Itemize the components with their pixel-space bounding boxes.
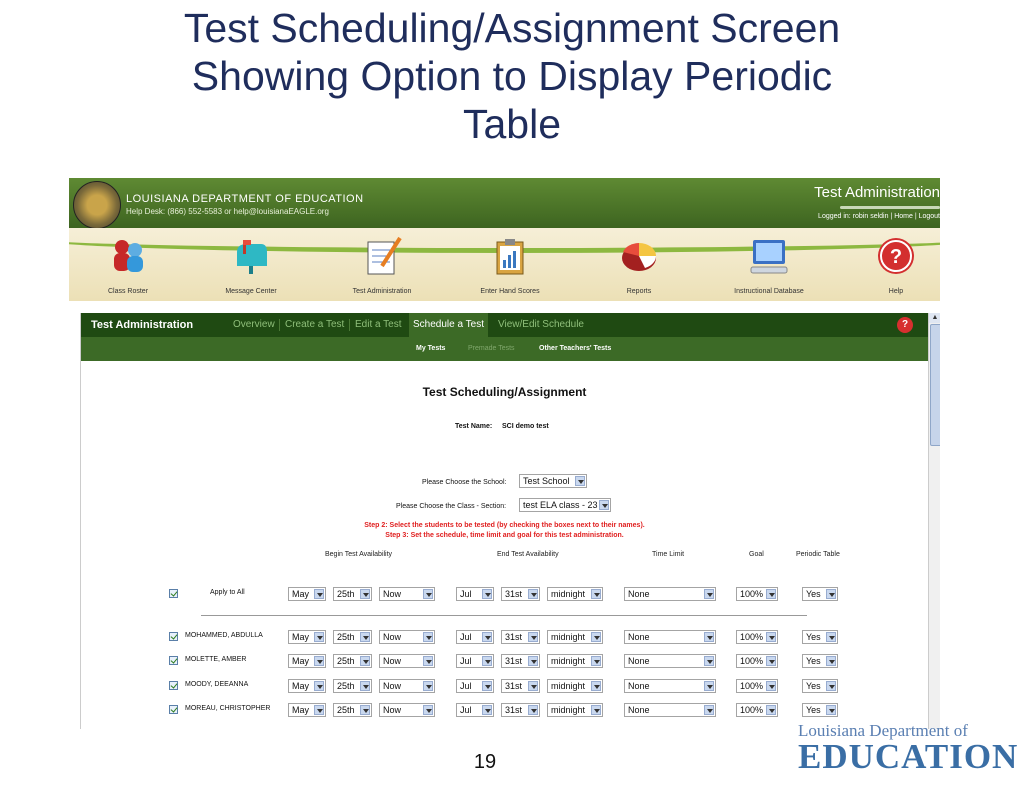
begin-time-select[interactable] [379, 654, 435, 668]
test-name-value: SCI demo test [502, 423, 549, 430]
begin-month-select-value: May [292, 681, 310, 691]
begin-month-select-value: May [292, 589, 310, 599]
begin-day-select[interactable] [333, 654, 372, 668]
tab-divider [349, 319, 350, 331]
chevron-down-icon [591, 632, 601, 642]
nav-test-administration[interactable] [327, 236, 437, 295]
school-select[interactable] [519, 474, 587, 488]
subtab-my-tests[interactable]: My Tests [416, 345, 446, 352]
col-goal: Goal [749, 551, 764, 558]
end-month-select-value: Jul [460, 681, 472, 691]
nav-instructional-database[interactable] [714, 236, 824, 295]
begin-time-select-value: Now [383, 681, 402, 691]
chevron-down-icon [360, 632, 370, 642]
begin-day-select[interactable] [333, 703, 372, 717]
end-time-select[interactable] [547, 587, 603, 601]
scroll-thumb[interactable] [930, 324, 940, 446]
begin-month-select[interactable] [288, 679, 326, 693]
nav-enter-hand-scores[interactable] [455, 236, 565, 295]
chevron-down-icon [766, 681, 776, 691]
time-limit-select[interactable] [624, 630, 716, 644]
student-name: MOODY, DEEANNA [185, 681, 249, 688]
tab-schedule-a-test[interactable]: Schedule a Test [409, 313, 488, 337]
tab-overview[interactable]: Overview [233, 319, 275, 330]
chevron-down-icon [591, 589, 601, 599]
begin-month-select-value: May [292, 705, 310, 715]
state-seal-icon [73, 181, 121, 229]
tab-edit-a-test[interactable]: Edit a Test [355, 319, 402, 330]
end-month-select[interactable] [456, 587, 494, 601]
chevron-down-icon [704, 632, 714, 642]
tab-view-edit-schedule[interactable]: View/Edit Schedule [498, 319, 584, 330]
begin-time-select[interactable] [379, 679, 435, 693]
end-month-select-value: Jul [460, 656, 472, 666]
scroll-up-arrow-icon[interactable]: ▲ [929, 313, 940, 323]
time-limit-select[interactable] [624, 679, 716, 693]
svg-text:?: ? [889, 246, 903, 268]
periodic-table-select-value: Yes [806, 589, 821, 599]
subtab-bar [81, 337, 928, 361]
col-begin-availability: Begin Test Availability [325, 551, 393, 558]
chevron-down-icon [826, 681, 836, 691]
student-checkbox[interactable] [169, 632, 178, 641]
help-desk-info: Help Desk: (866) 552-5583 or help@louisianaEAGLE.org [126, 207, 329, 216]
end-month-select[interactable] [456, 654, 494, 668]
time-limit-select-value: None [628, 656, 650, 666]
computer-icon [749, 236, 789, 276]
end-time-select[interactable] [547, 630, 603, 644]
slide-title [0, 4, 1024, 148]
begin-time-select-value: Now [383, 656, 402, 666]
time-limit-select-value: None [628, 705, 650, 715]
louisiana-doe-logo-line1: Louisiana Department of [798, 721, 968, 740]
chevron-down-icon [528, 656, 538, 666]
begin-time-select-value: Now [383, 705, 402, 715]
student-checkbox[interactable] [169, 656, 178, 665]
school-label: Please Choose the School: [422, 479, 507, 486]
begin-month-select-value: May [292, 632, 310, 642]
apply-to-all-label: Apply to All [210, 589, 245, 596]
student-checkbox[interactable] [169, 705, 178, 714]
chevron-down-icon [423, 681, 433, 691]
nav-help-label: Help [888, 288, 904, 295]
nav-class-roster[interactable] [73, 236, 183, 295]
chevron-down-icon [482, 681, 492, 691]
end-month-select-value: Jul [460, 632, 472, 642]
chevron-down-icon [314, 681, 324, 691]
end-month-select[interactable] [456, 679, 494, 693]
slide-title-line-2: Showing Option to Display Periodic [191, 53, 833, 99]
begin-month-select[interactable] [288, 630, 326, 644]
notepad-pencil-icon [362, 236, 402, 276]
chevron-down-icon [360, 681, 370, 691]
clipboard-chart-icon [490, 236, 530, 276]
chevron-down-icon [575, 476, 585, 486]
begin-day-select-value: 25th [337, 705, 355, 715]
end-day-select[interactable] [501, 630, 540, 644]
goal-select[interactable] [736, 630, 778, 644]
begin-time-select[interactable] [379, 630, 435, 644]
nav-message-center-label: Message Center [225, 288, 277, 295]
end-month-select[interactable] [456, 630, 494, 644]
goal-select[interactable] [736, 703, 778, 717]
mailbox-icon [231, 236, 271, 276]
begin-time-select[interactable] [379, 703, 435, 717]
begin-day-select-value: 25th [337, 632, 355, 642]
goal-select-value: 100% [740, 681, 764, 691]
chevron-down-icon [360, 705, 370, 715]
nav-help[interactable] [841, 236, 940, 295]
chevron-down-icon [314, 656, 324, 666]
chevron-down-icon [766, 656, 776, 666]
end-time-select-value: midnight [551, 632, 586, 642]
end-day-select[interactable] [501, 679, 540, 693]
end-day-select-value: 31st [505, 656, 523, 666]
chevron-down-icon [360, 589, 370, 599]
goal-select-value: 100% [740, 705, 764, 715]
end-day-select[interactable] [501, 654, 540, 668]
chevron-down-icon [528, 589, 538, 599]
test-name-label: Test Name: [455, 423, 493, 430]
time-limit-select-value: None [628, 681, 650, 691]
chevron-down-icon [423, 656, 433, 666]
end-month-select-value: Jul [460, 589, 472, 599]
chevron-down-icon [360, 656, 370, 666]
chevron-down-icon [766, 705, 776, 715]
app-name-underline [840, 206, 940, 209]
time-limit-select[interactable] [624, 587, 716, 601]
time-limit-select[interactable] [624, 703, 716, 717]
end-day-select[interactable] [501, 587, 540, 601]
student-checkbox[interactable] [169, 681, 178, 690]
end-month-select[interactable] [456, 703, 494, 717]
nav-reports-label: Reports [626, 288, 652, 295]
begin-month-select[interactable] [288, 703, 326, 717]
col-periodic-table: Periodic Table [796, 551, 840, 558]
apply-all-divider [201, 615, 807, 616]
chevron-down-icon [591, 681, 601, 691]
subtab-other-teachers-tests[interactable]: Other Teachers' Tests [539, 345, 612, 352]
tab-divider [279, 319, 280, 331]
begin-day-select-value: 25th [337, 656, 355, 666]
chevron-down-icon [423, 705, 433, 715]
tab-help-icon[interactable]: ? [897, 317, 913, 333]
nav-test-administration-label: Test Administration [352, 288, 412, 295]
chevron-down-icon [314, 632, 324, 642]
end-day-select-value: 31st [505, 632, 523, 642]
end-time-select-value: midnight [551, 589, 586, 599]
school-select-value: Test School [523, 476, 570, 486]
class-roster-icon [108, 236, 148, 276]
slide-title-line-3: Table [462, 101, 561, 147]
end-time-select-value: midnight [551, 681, 586, 691]
chevron-down-icon [704, 681, 714, 691]
nav-instructional-database-label: Instructional Database [734, 288, 804, 295]
form-title: Test Scheduling/Assignment [422, 385, 587, 399]
time-limit-select-value: None [628, 632, 650, 642]
goal-select[interactable] [736, 679, 778, 693]
end-day-select[interactable] [501, 703, 540, 717]
page-number: 19 [473, 751, 497, 773]
end-time-select[interactable] [547, 679, 603, 693]
class-select-value: test ELA class - 23 [523, 500, 598, 510]
louisiana-doe-logo-line2: EDUCATION [798, 737, 1019, 776]
end-time-select[interactable] [547, 654, 603, 668]
begin-month-select[interactable] [288, 587, 326, 601]
chevron-down-icon [704, 705, 714, 715]
end-time-select[interactable] [547, 703, 603, 717]
chevron-down-icon [599, 500, 609, 510]
app-panel [80, 313, 939, 729]
nav-reports[interactable] [584, 236, 694, 295]
chevron-down-icon [423, 632, 433, 642]
periodic-table-select[interactable] [802, 587, 838, 601]
chevron-down-icon [528, 705, 538, 715]
tab-bar [81, 313, 928, 337]
department-name: LOUISIANA DEPARTMENT OF EDUCATION [126, 193, 364, 205]
begin-month-select-value: May [292, 656, 310, 666]
chevron-down-icon [826, 632, 836, 642]
chevron-down-icon [314, 589, 324, 599]
periodic-table-select-value: Yes [806, 705, 821, 715]
subtab-premade-tests[interactable]: Premade Tests [468, 345, 515, 352]
begin-day-select[interactable] [333, 630, 372, 644]
begin-day-select[interactable] [333, 679, 372, 693]
begin-day-select[interactable] [333, 587, 372, 601]
chevron-down-icon [826, 705, 836, 715]
begin-time-select[interactable] [379, 587, 435, 601]
chevron-down-icon [704, 589, 714, 599]
end-month-select-value: Jul [460, 705, 472, 715]
goal-select[interactable] [736, 654, 778, 668]
student-name: MOLETTE, AMBER [185, 656, 247, 663]
periodic-table-select-value: Yes [806, 656, 821, 666]
site-header [69, 178, 940, 228]
chevron-down-icon [482, 656, 492, 666]
chevron-down-icon [528, 681, 538, 691]
begin-time-select-value: Now [383, 589, 402, 599]
step3-instructions: Step 3: Set the schedule, time limit and goal for this test administration. [385, 532, 624, 539]
step2-instructions: Step 2: Select the students to be tested (by checking the boxes next to their names). [364, 522, 645, 529]
student-name: MOREAU, CHRISTOPHER [185, 705, 271, 712]
chevron-down-icon [482, 632, 492, 642]
chevron-down-icon [766, 589, 776, 599]
chevron-down-icon [482, 705, 492, 715]
chevron-down-icon [826, 656, 836, 666]
main-nav [69, 228, 940, 301]
chevron-down-icon [704, 656, 714, 666]
help-icon [876, 236, 916, 276]
begin-month-select[interactable] [288, 654, 326, 668]
time-limit-select-value: None [628, 589, 650, 599]
pie-chart-icon [619, 236, 659, 276]
app-screenshot [69, 178, 940, 729]
periodic-table-select[interactable] [802, 654, 838, 668]
periodic-table-select[interactable] [802, 703, 838, 717]
periodic-table-select[interactable] [802, 630, 838, 644]
periodic-table-select-value: Yes [806, 681, 821, 691]
tab-create-a-test[interactable]: Create a Test [285, 319, 345, 330]
chevron-down-icon [591, 705, 601, 715]
time-limit-select[interactable] [624, 654, 716, 668]
chevron-down-icon [482, 589, 492, 599]
end-day-select-value: 31st [505, 589, 523, 599]
chevron-down-icon [423, 589, 433, 599]
class-select[interactable] [519, 498, 611, 512]
col-time-limit: Time Limit [652, 551, 685, 558]
apply-to-all-checkbox[interactable] [169, 589, 178, 598]
chevron-down-icon [528, 632, 538, 642]
end-time-select-value: midnight [551, 656, 586, 666]
nav-enter-hand-scores-label: Enter Hand Scores [480, 288, 540, 295]
chevron-down-icon [314, 705, 324, 715]
chevron-down-icon [766, 632, 776, 642]
class-label: Please Choose the Class - Section: [396, 503, 507, 510]
slide-title-line-1: Test Scheduling/Assignment Screen [183, 5, 841, 51]
chevron-down-icon [591, 656, 601, 666]
periodic-table-select-value: Yes [806, 632, 821, 642]
begin-time-select-value: Now [383, 632, 402, 642]
goal-select[interactable] [736, 587, 778, 601]
end-time-select-value: midnight [551, 705, 586, 715]
nav-class-roster-label: Class Roster [107, 288, 149, 295]
vertical-scrollbar[interactable] [928, 313, 940, 729]
tab-bar-brand: Test Administration [91, 319, 194, 331]
end-day-select-value: 31st [505, 705, 523, 715]
nav-message-center[interactable] [196, 236, 306, 295]
goal-select-value: 100% [740, 589, 764, 599]
end-day-select-value: 31st [505, 681, 523, 691]
chevron-down-icon [826, 589, 836, 599]
begin-day-select-value: 25th [337, 681, 355, 691]
begin-day-select-value: 25th [337, 589, 355, 599]
periodic-table-select[interactable] [802, 679, 838, 693]
app-name: Test Administration [814, 184, 940, 201]
goal-select-value: 100% [740, 656, 764, 666]
logged-in-info[interactable]: Logged in: robin seldin | Home | Logout [818, 213, 940, 220]
col-end-availability: End Test Availability [497, 551, 559, 558]
student-name: MOHAMMED, ABDULLA [185, 632, 263, 639]
goal-select-value: 100% [740, 632, 764, 642]
